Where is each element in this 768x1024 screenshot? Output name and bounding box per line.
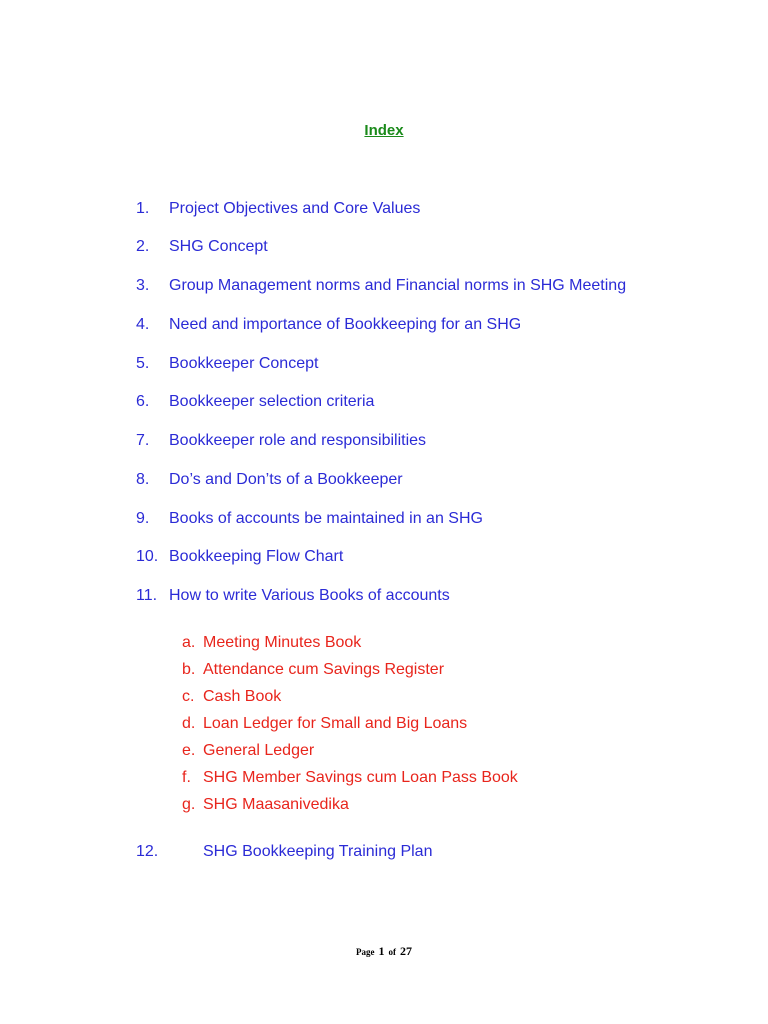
sub-letter: f.: [182, 769, 191, 786]
sub-item-c: [182, 687, 281, 707]
index-item-2: [136, 237, 268, 257]
index-text: Bookkeeper Concept: [169, 355, 319, 372]
index-text: Bookkeeper selection criteria: [169, 393, 375, 410]
index-number: 12.: [136, 843, 159, 860]
sub-letter: a.: [182, 634, 196, 651]
sub-text: Loan Ledger for Small and Big Loans: [203, 715, 468, 732]
index-number: 8.: [136, 471, 150, 488]
total-pages: 27: [400, 944, 412, 958]
sub-item-a: [182, 633, 361, 653]
index-number: 11.: [136, 587, 158, 604]
index-text: Books of accounts be maintained in an SHG: [169, 510, 483, 527]
sub-text: SHG Member Savings cum Loan Pass Book: [203, 769, 518, 786]
index-text: SHG Bookkeeping Training Plan: [203, 843, 433, 860]
index-item-10: [136, 547, 343, 567]
index-item-8: [136, 470, 403, 490]
sub-text: General Ledger: [203, 742, 315, 759]
sub-letter: g.: [182, 796, 196, 813]
sub-text: SHG Maasanivedika: [203, 796, 349, 813]
page-number: 1: [378, 944, 385, 958]
index-text: Need and importance of Bookkeeping for an SHG: [169, 316, 522, 333]
sub-text: Meeting Minutes Book: [203, 634, 362, 651]
sub-letter: b.: [182, 661, 196, 678]
index-item-5: [136, 354, 318, 374]
index-text: Bookkeeper role and responsibilities: [169, 432, 427, 449]
sub-letter: e.: [182, 742, 196, 759]
sub-text: Attendance cum Savings Register: [203, 661, 445, 678]
index-item-3: [136, 276, 626, 296]
of-label: of: [388, 947, 396, 957]
index-number: 9.: [136, 510, 150, 527]
index-text: Project Objectives and Core Values: [169, 200, 421, 217]
index-text: Bookkeeping Flow Chart: [169, 548, 344, 565]
index-text: SHG Concept: [169, 238, 268, 255]
index-item-4: [136, 315, 521, 335]
index-text: Group Management norms and Financial norms in SHG Meeting: [169, 277, 627, 294]
index-number: 10.: [136, 548, 159, 565]
sub-letter: c.: [182, 688, 195, 705]
page-title: Index: [364, 122, 404, 139]
sub-item-d: [182, 714, 467, 734]
sub-letter: d.: [182, 715, 196, 732]
index-item-11: [136, 586, 450, 606]
sub-item-f: [182, 768, 518, 788]
index-item-9: [136, 509, 483, 529]
page-footer: [0, 942, 768, 961]
page-label: Page: [356, 947, 375, 957]
index-item-7: [136, 431, 426, 451]
index-item-12: [136, 842, 432, 862]
index-number: 3.: [136, 277, 150, 294]
sub-text: Cash Book: [203, 688, 282, 705]
index-item-1: [136, 199, 420, 219]
index-number: 1.: [136, 200, 150, 217]
index-item-6: [136, 392, 374, 412]
index-text: How to write Various Books of accounts: [169, 587, 450, 604]
index-number: 2.: [136, 238, 150, 255]
sub-item-b: [182, 660, 444, 680]
sub-item-e: [182, 741, 314, 761]
index-number: 7.: [136, 432, 150, 449]
sub-item-g: [182, 795, 349, 815]
index-number: 4.: [136, 316, 150, 333]
index-number: 6.: [136, 393, 150, 410]
index-text: Do’s and Don’ts of a Bookkeeper: [169, 471, 403, 488]
index-number: 5.: [136, 355, 150, 372]
